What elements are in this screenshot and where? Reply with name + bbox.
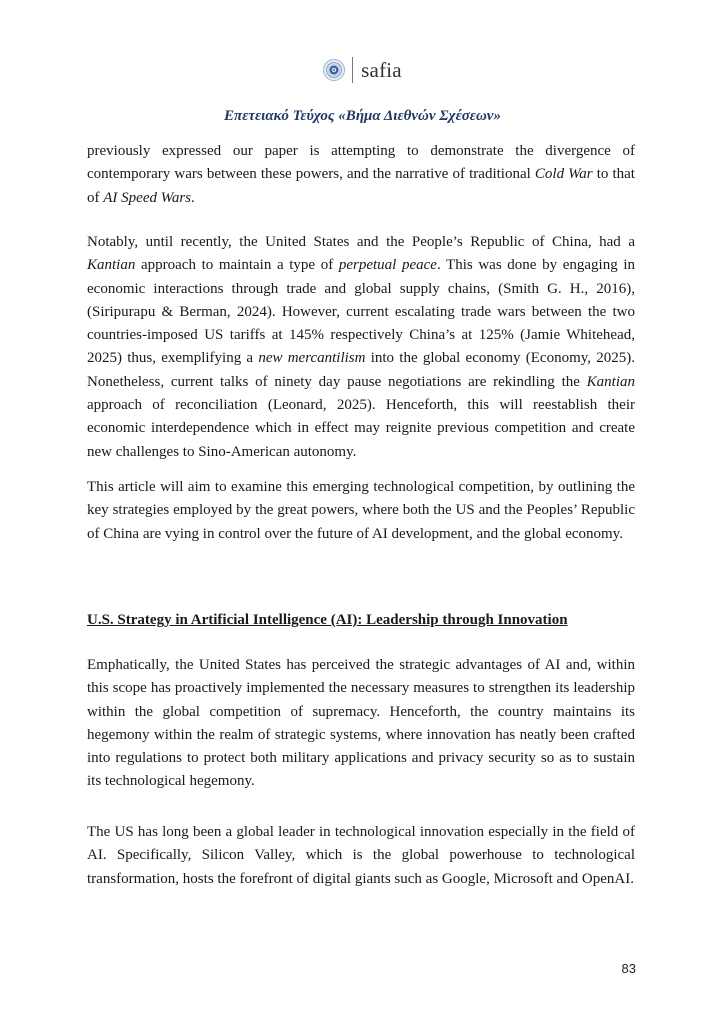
paragraph-text: Emphatically, the United States has perceived the strategic advantages of AI and, within this scope has proactively implemented the necessary measures to strengthen its leadership within the global competition of supremacy. Henceforth, the country maintains its hegemony within the realm of strategic systems, where innovation has neatly been crafted into regulations to protect both military applications and privacy security so as to sustain its technological hegemony.: [87, 657, 635, 790]
emphasis-text: Kantian: [87, 257, 136, 274]
paragraph-text: previously expressed our paper is attempting to demonstrate the divergence of contemporary wars between these powers, and the narrative of traditional Cold War to that of AI Speed Wars.: [87, 143, 635, 206]
journal-title: Επετειακό Τεύχος «Βήμα Διεθνών Σχέσεων»: [224, 108, 501, 124]
logo-divider: [352, 57, 353, 83]
emphasis-text: Cold War: [534, 166, 593, 183]
paragraph-us-strategy: [87, 654, 635, 794]
emphasis-text: AI Speed Wars: [103, 189, 192, 206]
logo-text: safia: [361, 57, 402, 82]
paragraph-text: The US has long been a global leader in technological innovation especially in the field of AI. Specifically, Silicon Valley, which is the global powerhouse to technological transformation, hosts the forefront of digital giants such as Google, Microsoft and OpenAI.: [87, 824, 635, 887]
section-heading: U.S. Strategy in Artificial Intelligence (AI): Leadership through Innovation: [87, 612, 568, 628]
logo: [323, 57, 402, 83]
header-logo: [0, 57, 725, 83]
paragraph-silicon-valley: [87, 821, 635, 891]
paragraph-text: This article will aim to examine this emerging technological competition, by outlining the key strategies employed by the great powers, where both the US and the Peoples’ Republic of China are vying in control over the future of AI development, and the global economy.: [87, 479, 635, 542]
paragraph-kantian-approach: [87, 231, 635, 464]
paragraph-text: Notably, until recently, the United States and the People’s Republic of China, had a Kantian approach to maintain a type of perpetual peace. This was done by engaging in economic interactions through trade and global supply chains, (Smith G. H., 2016), (Siripurapu & Berman, 2024). However, current escalating trade wars between the two countries-imposed US tariffs at 145% respectively China’s at 125% (Jamie Whitehead, 2025) thus, exemplifying a new mercantilism into the global economy (Economy, 2025). Nonetheless, current talks of ninety day pause negotiations are rekindling the Kantian approach of reconciliation (Leonard, 2025). Henceforth, this will reestablish their economic interdependence which in effect may reignite previous competition and create new challenges to Sino-American autonomy.: [87, 234, 636, 460]
seal-emblem-icon: [323, 59, 345, 81]
paragraph-intro-continued: [87, 140, 635, 210]
paragraph-article-aim: [87, 476, 635, 546]
page-number: 83: [621, 961, 636, 976]
emphasis-text: new mercantilism: [258, 350, 366, 367]
emphasis-text: perpetual peace: [338, 257, 437, 274]
emphasis-text: Kantian: [586, 373, 635, 390]
